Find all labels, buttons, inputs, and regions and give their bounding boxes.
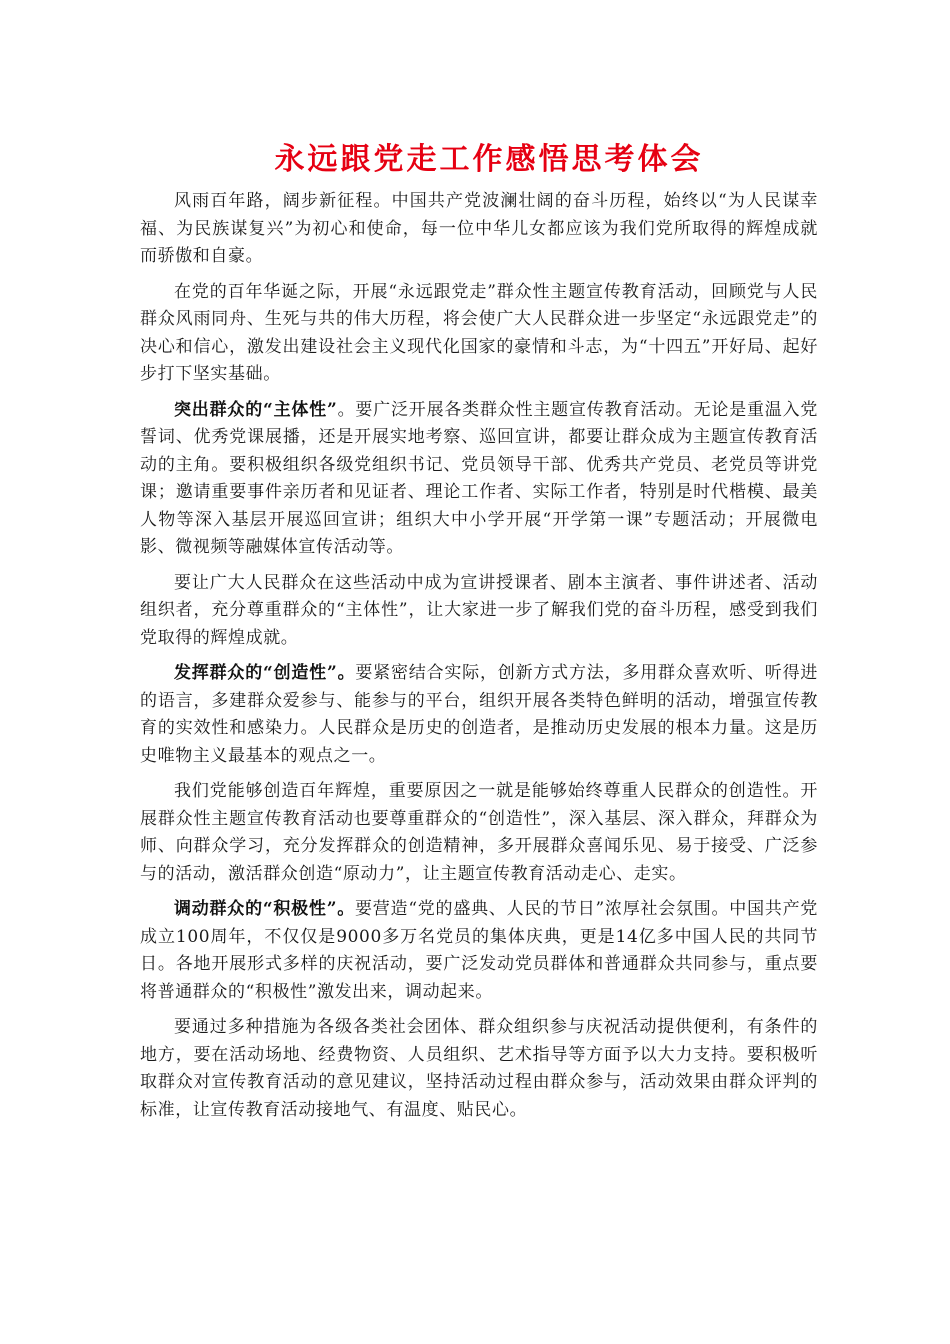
paragraph-text: 我们党能够创造百年辉煌，重要原因之一就是能够始终尊重人民群众的创造性。开展群众性主题宣传教育活动也要尊重群众的“创造性”，深入基层、深入群众，拜群众为师、向群众学习，充分发挥群众的创造精神，多开展群众喜闻乐见、易于接受、广泛参与的活动，激活群众创造“原动力”，让主题宣传教育活动走心、走实。: [140, 781, 818, 884]
paragraph-5: [140, 660, 818, 770]
document-title: 永远跟党走工作感悟思考体会: [274, 142, 704, 177]
paragraph-text: 要紧密结合实际，创新方式方法，多用群众喜欢听、听得进的语言，多建群众爱参与、能参与的平台，组织开展各类特色鲜明的活动，增强宣传教育的实效性和感染力。人民群众是历史的创造者，是推动历史发展的根本力量。这是历史唯物主义最基本的观点之一。: [140, 663, 818, 766]
paragraph-1: [140, 188, 818, 271]
document-page: [140, 138, 818, 1132]
paragraph-text: 要营造“党的盛典、人民的节日”浓厚社会氛围。中国共产党成立100周年，不仅仅是9000多万名党员的集体庆典，更是14亿多中国人民的共同节日。各地开展形式多样的庆祝活动，要广泛发动党员群体和普通群众共同参与，重点要将普通群众的“积极性”激发出来，调动起来。: [140, 899, 818, 1002]
paragraph-text: 要让广大人民群众在这些活动中成为宣讲授课者、剧本主演者、事件讲述者、活动组织者，充分尊重群众的“主体性”，让大家进一步了解我们党的奋斗历程，感受到我们党取得的辉煌成就。: [140, 572, 818, 648]
paragraph-text: 要通过多种措施为各级各类社会团体、群众组织参与庆祝活动提供便利，有条件的地方，要在活动场地、经费物资、人员组织、艺术指导等方面予以大力支持。要积极听取群众对宣传教育活动的意见建议，坚持活动过程由群众参与，活动效果由群众评判的标准，让宣传教育活动接地气、有温度、贴民心。: [140, 1017, 818, 1120]
paragraph-text: 在党的百年华诞之际，开展“永远跟党走”群众性主题宣传教育活动，回顾党与人民群众风雨同舟、生死与共的伟大历程，将会使广大人民群众进一步坚定“永远跟党走”的决心和信心，激发出建设社会主义现代化国家的豪情和斗志，为“十四五”开好局、起好步打下坚实基础。: [140, 281, 818, 384]
paragraph-8: [140, 1014, 818, 1124]
paragraph-2: [140, 279, 818, 389]
paragraph-6: [140, 778, 818, 888]
paragraph-text: 风雨百年路，阔步新征程。中国共产党波澜壮阔的奋斗历程，始终以“为人民谋幸福、为民族谋复兴”为初心和使命，每一位中华儿女都应该为我们党所取得的辉煌成就而骄傲和自豪。: [140, 191, 818, 266]
paragraph-3: [140, 397, 818, 562]
paragraph-text: 。要广泛开展各类群众性主题宣传教育活动。无论是重温入党誓词、优秀党课展播，还是开展实地考察、巡回宣讲，都要让群众成为主题宣传教育活动的主角。要积极组织各级党组织书记、党员领导干部、优秀共产党员、老党员等讲党课；邀请重要事件亲历者和见证者、理论工作者、实际工作者，特别是时代楷模、最美人物等深入基层开展巡回宣讲；组织大中小学开展“开学第一课”专题活动；开展微电影、微视频等融媒体宣传活动等。: [140, 399, 818, 557]
paragraph-7: [140, 896, 818, 1006]
section-heading-subjectivity: 突出群众的“主体性”: [174, 399, 338, 420]
section-heading-creativity: 发挥群众的“创造性”。: [174, 663, 356, 683]
paragraph-4: [140, 570, 818, 653]
section-heading-enthusiasm: 调动群众的“积极性”。: [174, 899, 356, 919]
